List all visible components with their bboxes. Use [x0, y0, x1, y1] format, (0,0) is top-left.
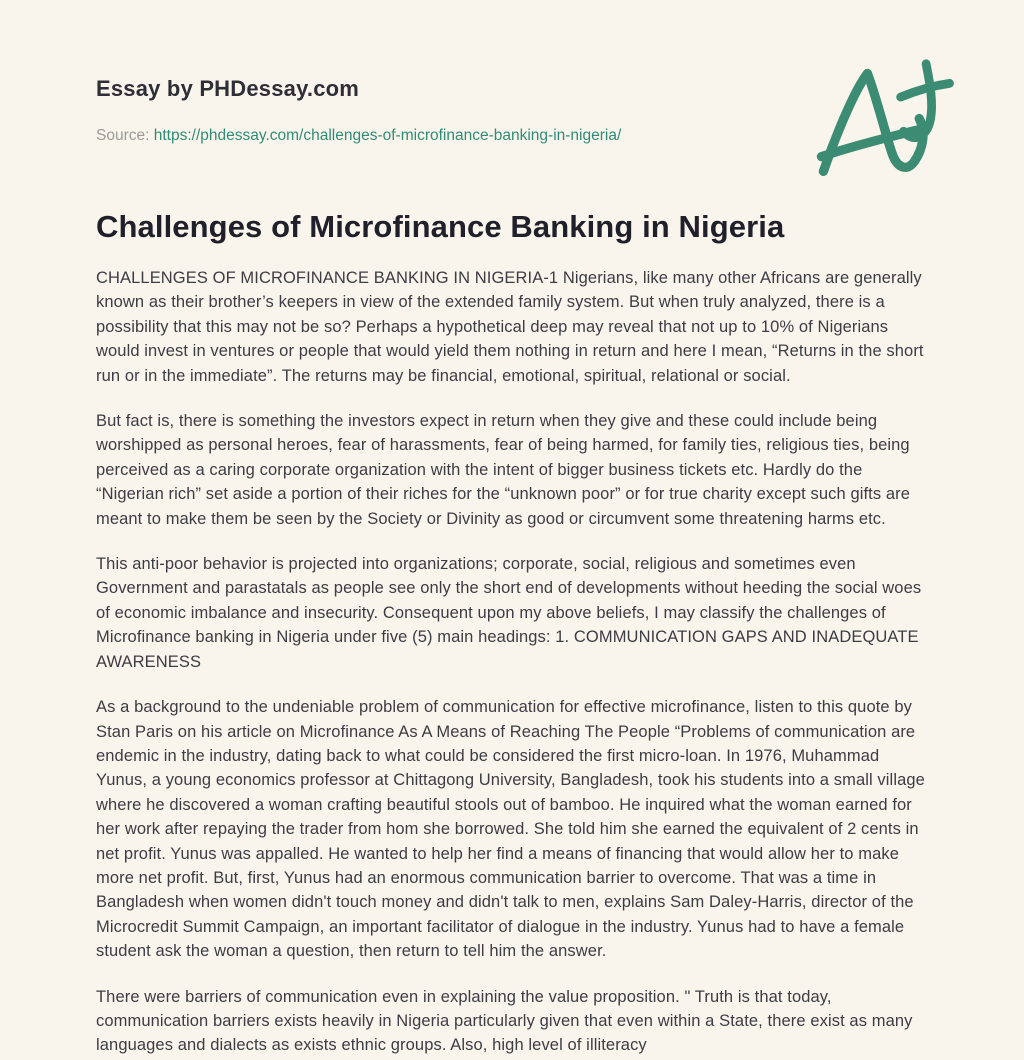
essay-paragraph: There were barriers of communication even in explaining the value proposition. " Truth is that today, communication barriers exists heavily in Nigeria particularly given that even within a State, there exist as many languages and dialects as exists ethnic groups. Also, high level of illiteracy [96, 987, 913, 1055]
essay-paragraph: CHALLENGES OF MICROFINANCE BANKING IN NIGERIA-1 Nigerians, like many other Africans are generally known as their brother’s keepers in view of the extended family system. But when truly analyzed, there is a possibility that this may not be so? Perhaps a hypothetical deep may reveal that not up to 10% of Nigerians would invest in ventures or people that would yield them nothing in return and here I mean, “Returns in the short run or in the immediate”. The returns may be financial, emotional, spiritual, relational or social. [96, 269, 924, 385]
essay-paragraph: This anti-poor behavior is projected into organizations; corporate, social, religious and sometimes even Government and parastatals as people see only the short end of developments without heeding the social woes of economic imbalance and insecurity. Consequent upon my above beliefs, I may classify the challenges of Microfinance banking in Nigeria under five (5) main headings: 1. COMMUNICATION GAPS AND INADEQUATE AWARENESS [96, 555, 922, 671]
essay-byline: Essay by PHDessay.com [96, 76, 360, 101]
a-plus-logo-icon [816, 54, 954, 186]
source-label: Source: [96, 127, 150, 144]
essay-body [96, 266, 928, 1058]
source-url-link[interactable]: https://phdessay.com/challenges-of-microfinance-banking-in-nigeria/ [153, 127, 622, 144]
page-title: Challenges of Microfinance Banking in Nigeria [96, 209, 785, 244]
source-line [96, 127, 928, 145]
page-header [96, 76, 928, 145]
essay-paragraph: As a background to the undeniable problem of communication for effective microfinance, listen to this quote by Stan Paris on his article on Microfinance As A Means of Reaching The People “Problems of communication are endemic in the industry, dating back to what could be considered the first micro-loan. In 1976, Muhammad Yunus, a young economics professor at Chittagong University, Bangladesh, took his students into a small village where he discovered a woman crafting beautiful stools out of bamboo. He inquired what the woman earned for her work after repaying the trader from hom she borrowed. She told him she earned the equivalent of 2 cents in net profit. Yunus was appalled. He wanted to help her find a means of financing that would allow her to make more net profit. But, first, Yunus had an enormous communication barrier to overcome. That was a time in Bangladesh when women didn't touch money and didn't talk to men, explains Sam Daley-Harris, director of the Microcredit Summit Campaign, an important facilitator of dialogue in the industry. Yunus had to have a female student ask the woman a question, then return to tell him the answer. [96, 698, 925, 961]
essay-paragraph: But fact is, there is something the investors expect in return when they give and these could include being worshipped as personal heroes, fear of harassments, fear of being harmed, for family ties, religious ties, being perceived as a caring corporate organization with the intent of bigger business tickets etc. Hardly do the “Nigerian rich” set aside a portion of their riches for the “unknown poor” or for true charity except such gifts are meant to make them be seen by the Society or Divinity as good or circumvent some threatening harms etc. [96, 412, 911, 528]
